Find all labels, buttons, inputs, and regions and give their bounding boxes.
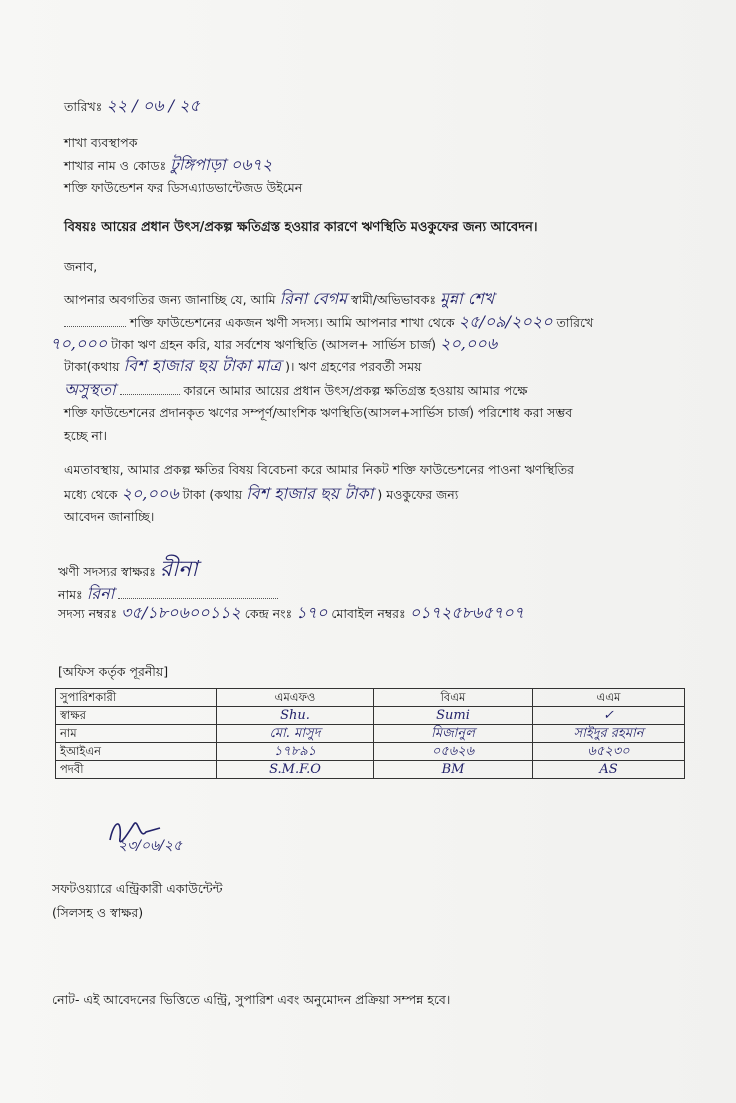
body-line-7: হচ্ছে না।: [64, 428, 107, 443]
member-number: ৩৫/১৮০৬০০১১২: [121, 603, 241, 622]
table-header: বিএম: [374, 689, 533, 707]
body-line-4: [64, 358, 422, 375]
table-cell: AS: [533, 761, 685, 779]
table-cell: মিজানুল: [374, 725, 533, 743]
balance-in-words: বিশ হাজার ছয় টাকা মাত্র: [123, 356, 282, 375]
table-row: [56, 725, 685, 743]
dotted-line: [64, 314, 126, 327]
branch-label: শাখার নাম ও কোডঃ: [64, 158, 167, 173]
member-signature-line: [58, 557, 198, 582]
body-line-10: আবেদন জানাচ্ছি।: [64, 509, 155, 524]
member-name-line: [58, 586, 278, 603]
accountant-seal-note: (সিলসহ ও স্বাক্ষর): [52, 905, 144, 920]
footer-note: নোট- এই আবেদনের ভিত্তিতে এন্ট্রি, সুপারিশ এবং অনুমোদন প্রক্রিয়া সম্পন্ন হবে।: [52, 992, 451, 1007]
table-row: [56, 761, 685, 779]
body-text: )। ঋণ গ্রহণের পরবর্তী সময়: [285, 359, 422, 374]
body-line-9: [64, 486, 458, 503]
body-line-2: [64, 314, 593, 331]
row-label: নাম: [56, 725, 217, 743]
body-text: টাকা (কথায়: [182, 487, 243, 502]
dotted-line: [118, 586, 278, 599]
branch-value: টুঙ্গিপাড়া ০৬৭২: [170, 155, 273, 174]
body-line-5: [64, 382, 528, 399]
mobile-label: মোবাইল নম্বরঃ: [331, 606, 406, 621]
approval-table: [55, 688, 685, 779]
body-text: আপনার অবগতির জন্য জানাচ্ছি যে, আমি: [64, 292, 276, 307]
table-header: এএম: [533, 689, 685, 707]
table-cell: সাইদুর রহমান: [533, 725, 685, 743]
accountant-title: সফটওয়্যারে এন্ট্রিকারী একাউন্টেন্ট: [52, 881, 223, 896]
table-cell: S.M.F.O: [217, 761, 374, 779]
row-label: স্বাক্ষর: [56, 707, 217, 725]
guardian-label: স্বামী/অভিভাবকঃ: [351, 292, 436, 307]
loss-reason: অসুস্থতা: [64, 380, 116, 399]
name-label: নামঃ: [58, 587, 83, 602]
member-number-line: [58, 605, 524, 622]
date-label: তারিখঃ: [64, 99, 103, 114]
subject-line: বিষয়ঃ আয়ের প্রধান উৎস/প্রকল্প ক্ষতিগ্রস্ত হওয়ার কারণে ঋণস্থিতি মওকুফের জন্য আবেদন।: [64, 220, 538, 235]
row-label: পদবী: [56, 761, 217, 779]
waiver-in-words: বিশ হাজার ছয় টাকা: [246, 484, 374, 503]
table-header: সুপারিশকারী: [56, 689, 217, 707]
date-line: [64, 98, 200, 115]
body-text: টাকা(কথায়: [64, 359, 120, 374]
table-cell: Shu.: [217, 707, 374, 725]
row-label: ইআইএন: [56, 743, 217, 761]
signature-label: ঋণী সদস্যর স্বাক্ষরঃ: [58, 564, 156, 579]
table-cell: ✓: [533, 707, 685, 725]
table-cell: Sumi: [374, 707, 533, 725]
table-cell: ১৭৮৯১: [217, 743, 374, 761]
accountant-date: ২৩/০৬/২৫: [118, 838, 183, 854]
branch-line: [64, 157, 272, 174]
body-text: তারিখে: [556, 315, 594, 330]
waiver-amount: ২০,০০৬: [121, 484, 179, 503]
table-cell: ৬৫২৩০: [533, 743, 685, 761]
body-text: টাকা ঋণ গ্রহন করি, যার সর্বশেষ ঋণস্থিতি (আসল+ সার্ভিস চার্জ): [111, 337, 437, 352]
member-signature: রীনা: [159, 557, 198, 582]
center-number: ১৭০: [296, 603, 328, 622]
table-cell: ০৫৬২৬: [374, 743, 533, 761]
body-line-8: এমতাবস্থায়, আমার প্রকল্প ক্ষতির বিষয় বিবেচনা করে আমার নিকট শক্তি ফাউন্ডেশনের পাওনা ঋণস্থিতির: [64, 462, 575, 477]
office-use-label: [অফিস কর্তৃক পূরনীয়]: [58, 664, 169, 679]
guardian-name: মুন্না শেখ: [439, 289, 495, 308]
body-line-6: শক্তি ফাউন্ডেশনের প্রদানকৃত ঋণের সম্পূর্ণ/আংশিক ঋণস্থিতি(আসল+সার্ভিস চার্জ) পরিশোধ করা সম্ভব: [64, 405, 573, 420]
applicant-name: রিনা বেগম: [279, 289, 348, 308]
body-text: মধ্যে থেকে: [64, 487, 118, 502]
loan-balance: ২০,০০৬: [440, 334, 498, 353]
dotted-line: [120, 382, 180, 395]
date-value: ২২ / ০৬ / ২৫: [106, 96, 200, 115]
loan-date: ২৫/০৯/২০২০: [458, 312, 553, 331]
table-header: এমএফও: [217, 689, 374, 707]
table-cell: মো. মাসুদ: [217, 725, 374, 743]
table-header-row: [56, 689, 685, 707]
body-line-1: [64, 291, 494, 308]
mobile-number: ০১৭২৫৮৬৫৭০৭: [409, 603, 525, 622]
member-number-label: সদস্য নম্বরঃ: [58, 606, 118, 621]
body-line-3: [50, 336, 497, 353]
body-text: কারনে আমার আয়ের প্রধান উৎস/প্রকল্প ক্ষতিগ্রস্ত হওয়ায় আমার পক্ষে: [183, 383, 528, 398]
salutation: জনাব,: [64, 259, 98, 274]
organization-line: শক্তি ফাউন্ডেশন ফর ডিসএ্যাডভান্টেজড উইমেন: [64, 180, 303, 195]
center-label: কেন্দ্র নংঃ: [244, 606, 293, 621]
manager-label: শাখা ব্যবস্থাপক: [64, 135, 138, 150]
table-row: [56, 743, 685, 761]
table-row: [56, 707, 685, 725]
member-name: রিনা: [86, 584, 115, 603]
body-text: শক্তি ফাউন্ডেশনের একজন ঋণী সদস্য। আমি আপনার শাখা থেকে: [129, 315, 455, 330]
table-cell: BM: [374, 761, 533, 779]
loan-amount: ৭০,০০০: [50, 334, 108, 353]
body-text: ) মওকুফের জন্য: [377, 487, 459, 502]
